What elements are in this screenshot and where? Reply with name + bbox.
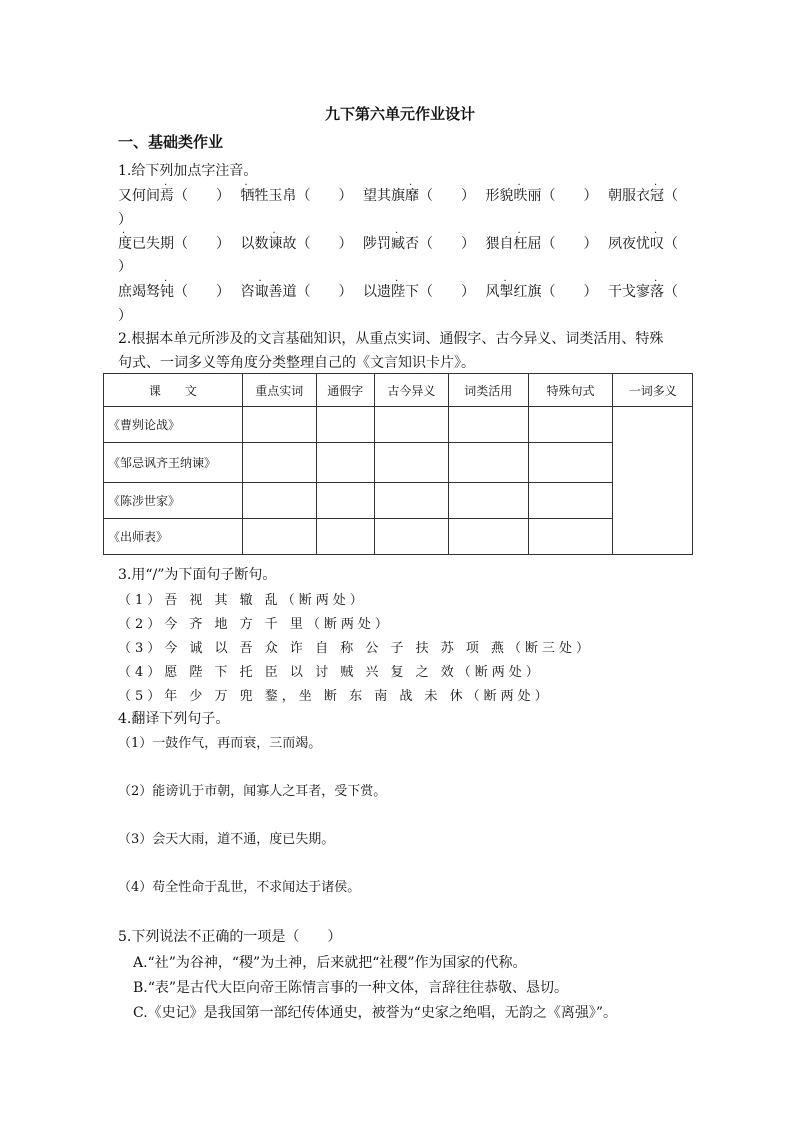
q5-option-b[interactable]: B.“表”是古代大臣向帝王陈情言事的一种文体，言辞往往恭敬、恳切。	[133, 980, 569, 996]
q1-item-suffix: （	[664, 284, 678, 300]
page-title: 九下第六单元作业设计	[324, 105, 475, 123]
lesson-cell: 《出师表》	[104, 519, 243, 555]
knowledge-card-table	[103, 373, 693, 555]
q3-prompt: 3.用“/”为下面句子断句。	[118, 567, 277, 583]
q1-row	[118, 276, 678, 301]
q1-item-suffix: 丽（ ）	[527, 188, 598, 204]
q5-option-c[interactable]: C.《史记》是我国第一部纪传体通史，被誉为“史家之绝唱，无韵之《离强》”。	[133, 1005, 617, 1021]
blank-cell[interactable]	[374, 407, 448, 443]
emphasis-dot-icon: ·	[122, 228, 126, 239]
blank-cell[interactable]	[242, 407, 316, 443]
q1-dotted-char: 落 ·	[650, 276, 664, 300]
q1-item-suffix: 否（ ）	[405, 236, 475, 252]
q1-row3-close: ）	[118, 308, 132, 324]
q1-item-suffix: （	[664, 188, 678, 204]
blank-cell[interactable]	[316, 483, 374, 519]
q1-row1-close: ）	[118, 212, 132, 228]
q1-item-prefix: 咨	[240, 284, 255, 300]
q4-item: （3）会天大雨，道不通，度已失期。	[118, 832, 335, 847]
emphasis-dot-icon: ·	[164, 180, 168, 191]
q4-item: （1）一鼓作气，再而衰，三而竭。	[118, 736, 322, 751]
q2-prompt-line1: 2.根据本单元所涉及的文言基础知识，从重点实词、通假字、古今异义、词类活用、特殊	[118, 331, 664, 347]
q1-item	[118, 180, 230, 205]
emphasis-dot-icon: ·	[654, 228, 658, 239]
header-tongjia: 通假字	[316, 374, 374, 407]
q1-item-suffix: 善道（ ）	[268, 284, 353, 300]
q1-item-prefix: 庶竭驽	[118, 284, 160, 300]
q1-item-suffix: 故（ ）	[282, 236, 353, 252]
blank-cell[interactable]	[374, 483, 448, 519]
lesson-cell: 《陈涉世家》	[104, 483, 243, 519]
blank-cell[interactable]	[316, 519, 374, 555]
q5-prompt: 5.下列说法不正确的一项是（ ）	[118, 929, 342, 945]
q1-item-prefix: 以数	[240, 236, 269, 252]
q1-dotted-char: 靡 ·	[405, 180, 419, 204]
q3-item: （1）吾 视 其 辙 乱（断两处）	[118, 593, 367, 608]
q1-item	[363, 276, 475, 301]
q1-item-prefix: 又何间	[118, 188, 160, 204]
q1-dotted-char: 昳 ·	[513, 180, 528, 204]
q1-item-suffix: （	[664, 236, 678, 252]
q4-item: （4）苟全性命于乱世，不求闻达于诸侯。	[118, 880, 361, 895]
emphasis-dot-icon: ·	[395, 276, 399, 287]
q1-item	[485, 276, 598, 301]
blank-cell[interactable]	[448, 407, 528, 443]
q3-item: （5）年 少 万 兜 鍪，坐 断 东 南 战 未 休（断两处）	[118, 689, 552, 704]
q1-dotted-char: 掣 ·	[499, 276, 514, 300]
q3-item: （2）今 齐 地 方 千 里（断两处）	[118, 617, 392, 632]
q1-item-prefix: 夙夜忧	[608, 236, 650, 252]
emphasis-dot-icon: ·	[654, 180, 658, 191]
q1-item	[363, 228, 475, 253]
q1-dotted-char: 钝 ·	[160, 276, 174, 300]
q1-item	[240, 180, 353, 205]
polysemy-merged-cell[interactable]	[613, 407, 693, 555]
blank-cell[interactable]	[528, 483, 613, 519]
emphasis-dot-icon: ·	[272, 228, 276, 239]
blank-cell[interactable]	[242, 443, 316, 483]
q1-item	[240, 276, 353, 301]
q3-item: （4）愿 陛 下 托 臣 以 讨 贼 兴 复 之 效（断两处）	[118, 665, 543, 680]
q1-dotted-char: 谏 ·	[268, 228, 283, 252]
q1-item	[608, 180, 678, 205]
emphasis-dot-icon: ·	[654, 276, 658, 287]
blank-cell[interactable]	[448, 443, 528, 483]
table-row	[104, 483, 693, 519]
blank-cell[interactable]	[374, 519, 448, 555]
q1-item-prefix: 陟罚	[363, 236, 391, 252]
q1-item-suffix: （ ）	[174, 284, 230, 300]
q1-dotted-char: 冠 ·	[650, 180, 664, 204]
blank-cell[interactable]	[448, 519, 528, 555]
q1-item-prefix: 朝服衣	[608, 188, 650, 204]
header-special-syntax: 特殊句式	[528, 374, 613, 407]
q1-row	[118, 180, 678, 205]
emphasis-dot-icon: ·	[395, 228, 399, 239]
header-key-words: 重点实词	[242, 374, 316, 407]
q1-item-prefix: 猥自	[485, 236, 514, 252]
q1-item	[608, 276, 678, 301]
q1-item-suffix: 屈（ ）	[527, 236, 598, 252]
q1-item-prefix: 干戈寥	[608, 284, 650, 300]
q1-dotted-char: 诹 ·	[254, 276, 269, 300]
section-heading: 一、基础类作业	[118, 133, 224, 151]
q1-row	[118, 228, 678, 253]
q1-item	[240, 228, 353, 253]
q1-item-prefix: 以遗	[363, 284, 391, 300]
table-header-row	[104, 374, 693, 407]
blank-cell[interactable]	[316, 407, 374, 443]
header-cilei: 词类活用	[448, 374, 528, 407]
q1-item	[485, 228, 598, 253]
emphasis-dot-icon: ·	[517, 180, 521, 191]
blank-cell[interactable]	[374, 443, 448, 483]
q1-item-prefix: 望其旗	[363, 188, 405, 204]
table-row	[104, 443, 693, 483]
blank-cell[interactable]	[528, 443, 613, 483]
blank-cell[interactable]	[528, 519, 613, 555]
lesson-cell: 《曹刿论战》	[104, 407, 243, 443]
q1-dotted-char: 枉 ·	[513, 228, 528, 252]
header-lesson: 课 文	[104, 374, 243, 407]
q1-item-suffix: 牲玉帛（ ）	[254, 188, 353, 204]
table-row	[104, 407, 693, 443]
emphasis-dot-icon: ·	[517, 228, 521, 239]
lesson-cell: 《邹忌讽齐王纳谏》	[104, 443, 243, 483]
q1-item-prefix: 形貌	[485, 188, 514, 204]
q1-dotted-char: 焉 ·	[160, 180, 174, 204]
emphasis-dot-icon: ·	[244, 180, 248, 191]
q1-item	[363, 180, 475, 205]
q1-item	[118, 228, 230, 253]
q1-dotted-char: 臧 ·	[391, 228, 405, 252]
emphasis-dot-icon: ·	[164, 276, 168, 287]
emphasis-dot-icon: ·	[258, 276, 262, 287]
q1-item-suffix: 已失期（ ）	[132, 236, 230, 252]
q2-prompt-line2: 句式、一词多义等角度分类整理自己的《文言知识卡片》。	[118, 355, 475, 371]
header-polysemy: 一词多义	[613, 374, 693, 407]
blank-cell[interactable]	[242, 483, 316, 519]
q1-item-suffix: （ ）	[174, 188, 230, 204]
q4-prompt: 4.翻译下列句子。	[118, 711, 230, 727]
q1-item	[118, 276, 230, 301]
q5-option-a[interactable]: A.“社”为谷神，“稷”为土神，后来就把“社稷”作为国家的代称。	[133, 955, 527, 971]
blank-cell[interactable]	[448, 483, 528, 519]
q1-item-suffix: 下（ ）	[405, 284, 475, 300]
header-gujin: 古今异义	[374, 374, 448, 407]
q3-item: （3）今 诚 以 吾 众 诈 自 称 公 子 扶 苏 项 燕（断三处）	[118, 641, 593, 656]
q1-dotted-char: 牺 ·	[240, 180, 255, 204]
q1-item-suffix: 红旗（ ）	[513, 284, 598, 300]
q1-item-suffix: （ ）	[419, 188, 475, 204]
table-row	[104, 519, 693, 555]
q1-item-prefix: 风	[485, 284, 500, 300]
q1-dotted-char: 度 ·	[118, 228, 132, 252]
emphasis-dot-icon: ·	[409, 180, 413, 191]
q1-prompt: 1.给下列加点字注音。	[118, 163, 258, 179]
q1-dotted-char: 陛 ·	[391, 276, 405, 300]
blank-cell[interactable]	[242, 519, 316, 555]
q1-dotted-char: 叹 ·	[650, 228, 664, 252]
blank-cell[interactable]	[316, 443, 374, 483]
blank-cell[interactable]	[528, 407, 613, 443]
emphasis-dot-icon: ·	[503, 276, 507, 287]
q4-item: （2）能谤讥于市朝，闻寡人之耳者，受下赏。	[118, 784, 387, 799]
q1-row2-close: ）	[118, 259, 132, 275]
q1-item	[608, 228, 678, 253]
q1-item	[485, 180, 598, 205]
